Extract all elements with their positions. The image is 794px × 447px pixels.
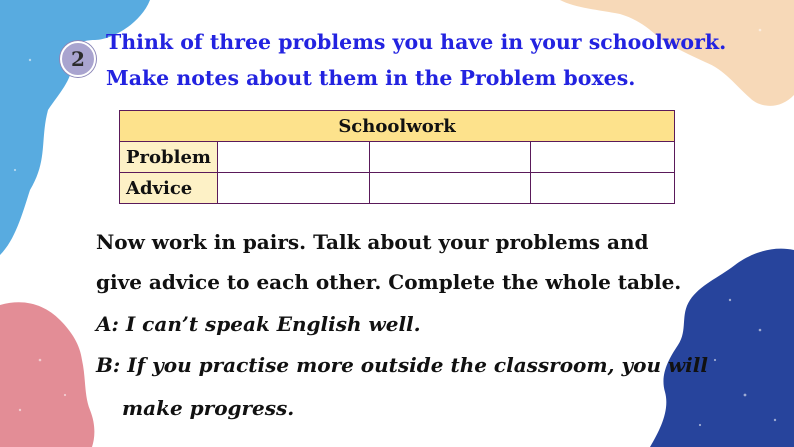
row-label-advice: Advice (120, 173, 218, 204)
problem-cell-3[interactable] (531, 142, 675, 173)
cloud-bottom-left (0, 302, 94, 447)
advice-cell-2[interactable] (370, 173, 531, 204)
advice-cell-1[interactable] (218, 173, 370, 204)
table-header-row (120, 111, 675, 142)
row-label-problem: Problem (120, 142, 218, 173)
dialogue-line-b: B: If you practise more outside the classroom, you will (96, 353, 708, 377)
problem-cell-1[interactable] (218, 142, 370, 173)
table-header: Schoolwork (120, 111, 675, 142)
dialogue-line-b-continued: make progress. (122, 396, 295, 420)
instruction-line-1: Think of three problems you have in your schoolwork. (106, 30, 727, 54)
table-row-advice (120, 173, 675, 204)
advice-cell-3[interactable] (531, 173, 675, 204)
pair-work-line-1: Now work in pairs. Talk about your problems and (96, 230, 649, 254)
table-row-problem (120, 142, 675, 173)
exercise-number-badge: 2 (60, 41, 96, 77)
problem-cell-2[interactable] (370, 142, 531, 173)
schoolwork-table (119, 110, 675, 204)
instruction-line-2: Make notes about them in the Problem boxes. (106, 66, 636, 90)
dialogue-line-a: A: I can’t speak English well. (96, 312, 421, 336)
pair-work-line-2: give advice to each other. Complete the whole table. (96, 270, 682, 294)
